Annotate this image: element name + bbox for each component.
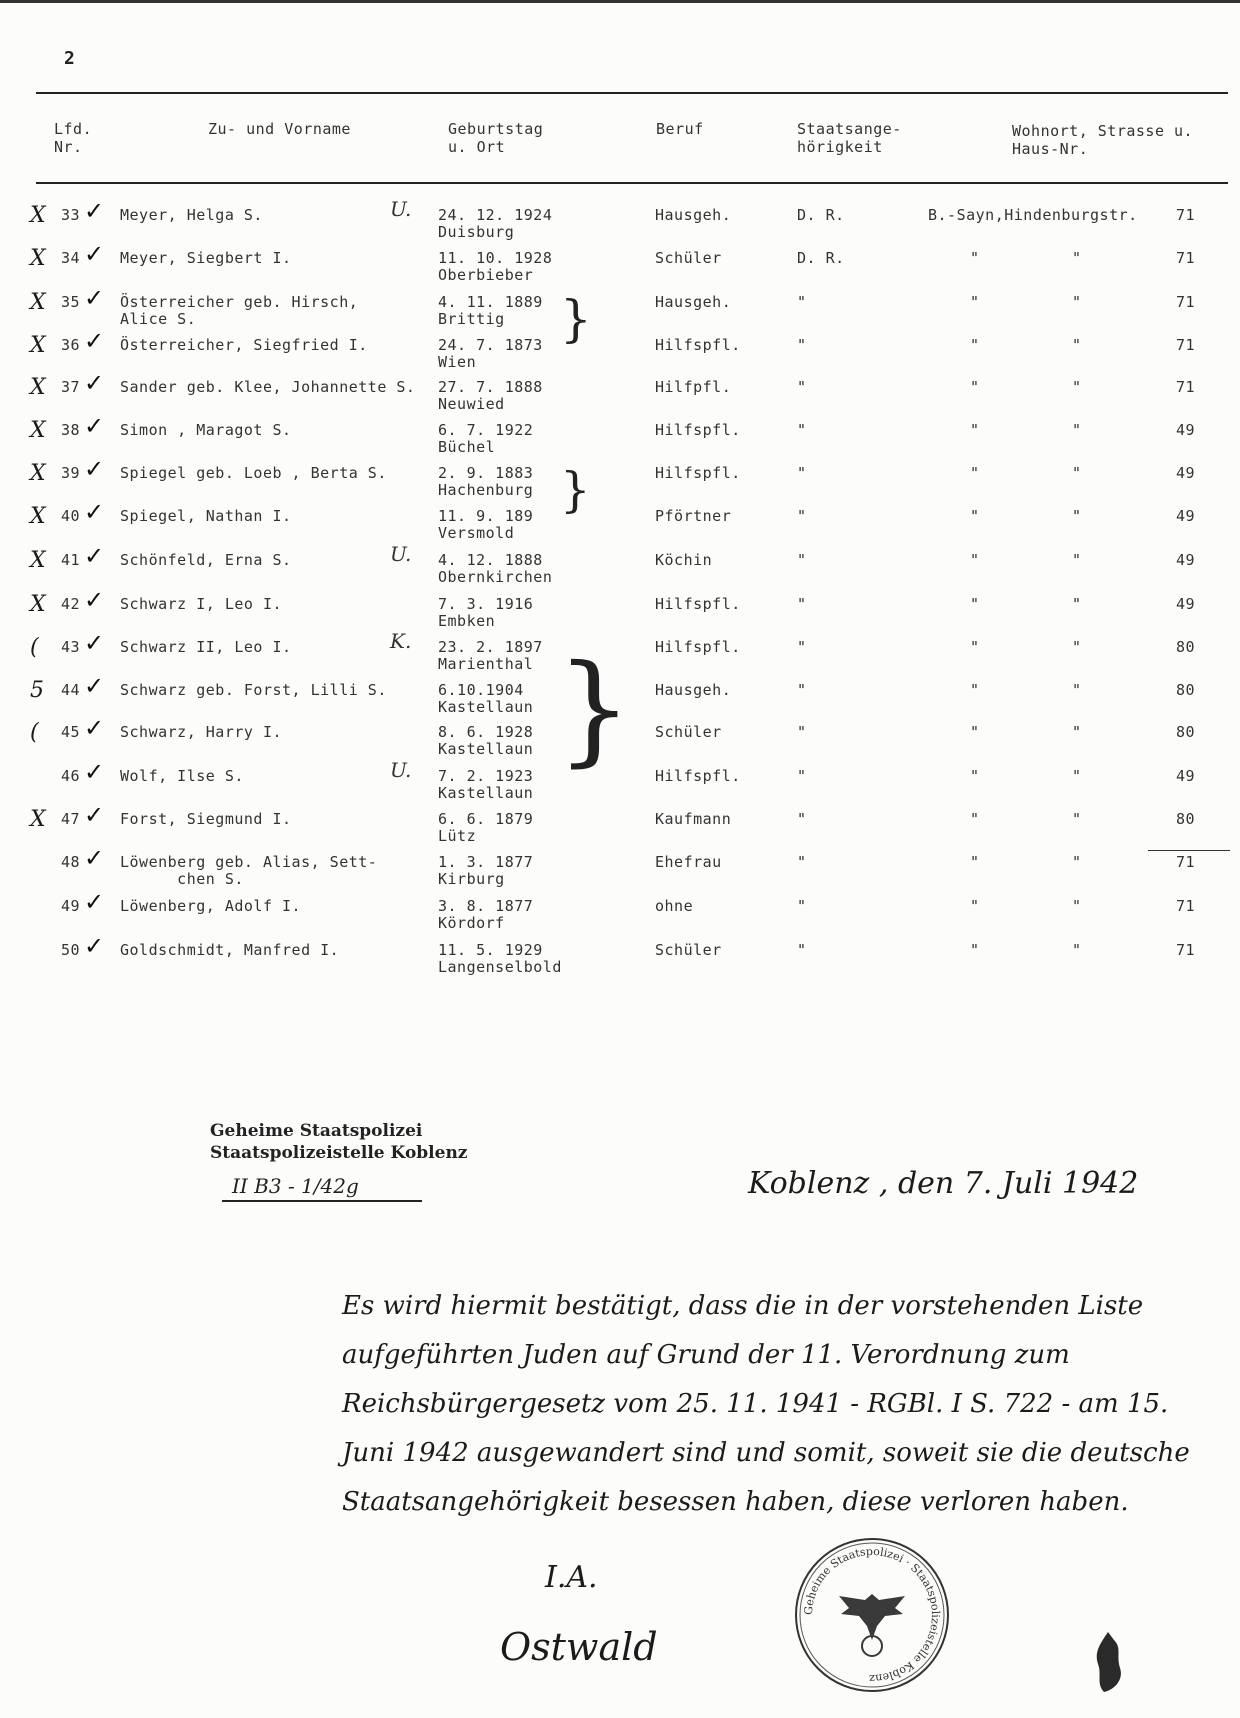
check-mark: ✓ — [84, 844, 105, 872]
check-mark: ✓ — [84, 412, 105, 440]
table-row — [0, 542, 1240, 594]
ditto-mark: " — [1072, 507, 1082, 525]
entry-number: 39 — [60, 464, 80, 482]
ditto-mark: " — [970, 767, 980, 785]
nationality: " — [797, 897, 807, 915]
entry-number: 46 — [60, 767, 80, 785]
ditto-mark: " — [1072, 551, 1082, 569]
birth-info — [438, 250, 552, 284]
birth-date: 2. 9. 1883 — [438, 464, 534, 482]
ditto-mark: " — [970, 336, 980, 354]
person-name: Schönfeld, Erna S. — [120, 551, 292, 569]
bracket-mark: } — [560, 290, 592, 348]
house-number: 71 — [1176, 941, 1196, 959]
reference-number: II B3 - 1/42g — [232, 1174, 359, 1198]
handwritten-note: U. — [390, 542, 412, 566]
birth-info — [438, 207, 552, 241]
table-row — [0, 888, 1240, 940]
birth-info — [438, 942, 562, 976]
house-number: 71 — [1176, 336, 1196, 354]
header-name: Zu- und Vorname — [208, 120, 351, 138]
occupation: Köchin — [655, 551, 713, 569]
family-bracket-mark: } — [556, 640, 633, 779]
office-stamp — [210, 1120, 467, 1164]
check-mark: ✓ — [84, 714, 105, 742]
header-residence: Wohnort, Strasse u. Haus-Nr. — [1012, 122, 1194, 158]
eagle-emblem — [839, 1594, 905, 1656]
person-name: Schwarz geb. Forst, Lilli S. — [120, 681, 387, 699]
signature-prefix: I.A. — [545, 1560, 598, 1595]
check-mark: ✓ — [84, 369, 105, 397]
stamp-line-1: Geheime Staatspolizei — [210, 1121, 423, 1141]
ditto-mark: " — [970, 723, 980, 741]
check-mark: ✓ — [84, 498, 105, 526]
handwritten-note: U. — [390, 197, 412, 221]
official-seal — [793, 1536, 951, 1694]
birth-date: 6.10.1904 — [438, 681, 524, 699]
nationality: " — [797, 681, 807, 699]
house-number: 71 — [1176, 249, 1196, 267]
entry-number: 49 — [60, 897, 80, 915]
occupation: Hausgeh. — [655, 206, 732, 224]
house-number: 80 — [1176, 638, 1196, 656]
nationality: " — [797, 507, 807, 525]
nationality: " — [797, 767, 807, 785]
birth-info — [438, 294, 543, 328]
table-row — [0, 284, 1240, 336]
birth-date: 23. 2. 1897 — [438, 638, 543, 656]
person-name: Schwarz II, Leo I. — [120, 638, 292, 656]
house-number: 80 — [1176, 723, 1196, 741]
entry-number: 43 — [60, 638, 80, 656]
check-mark: ✓ — [84, 327, 105, 355]
person-name: Sander geb. Klee, Johannette S. — [120, 378, 416, 396]
birth-date: 11. 5. 1929 — [438, 941, 543, 959]
occupation: Hilfspfl. — [655, 767, 741, 785]
table-row — [0, 801, 1240, 853]
entry-number: 50 — [60, 941, 80, 959]
pencil-underline — [1148, 850, 1230, 851]
table-row — [0, 240, 1240, 292]
strike-mark: X — [30, 418, 46, 443]
residence-town: B.-Sayn,Hindenburgstr. — [928, 206, 1138, 224]
seal-text: Geheime Staatspolizei · Staatspolizeistelle Koblenz — [801, 1544, 943, 1686]
table-row — [0, 412, 1240, 464]
entry-number: 40 — [60, 507, 80, 525]
birth-info — [438, 811, 533, 845]
house-number: 49 — [1176, 551, 1196, 569]
person-name: Spiegel, Nathan I. — [120, 507, 292, 525]
birth-date: 7. 3. 1916 — [438, 595, 534, 613]
occupation: Hilfspfl. — [655, 421, 741, 439]
nationality: " — [797, 810, 807, 828]
person-name: Löwenberg geb. Alias, Sett- chen S. — [120, 853, 378, 888]
nationality: " — [797, 723, 807, 741]
birth-date: 11. 10. 1928 — [438, 249, 553, 267]
table-row — [0, 369, 1240, 421]
house-number: 49 — [1176, 767, 1196, 785]
entry-number: 37 — [60, 378, 80, 396]
check-mark: ✓ — [84, 455, 105, 483]
birth-place: Versmold — [438, 524, 515, 542]
person-name: Simon , Maragot S. — [120, 421, 292, 439]
birth-info — [438, 682, 533, 716]
ditto-mark: " — [970, 638, 980, 656]
check-mark: ✓ — [84, 758, 105, 786]
occupation: Hausgeh. — [655, 681, 732, 699]
header-job: Beruf — [656, 120, 704, 138]
house-number: 71 — [1176, 206, 1196, 224]
nationality: " — [797, 464, 807, 482]
nationality: " — [797, 421, 807, 439]
ditto-mark: " — [1072, 638, 1082, 656]
occupation: Hilfspfl. — [655, 638, 741, 656]
occupation: Schüler — [655, 941, 722, 959]
birth-date: 11. 9. 189 — [438, 507, 534, 525]
header-top-rule — [36, 92, 1228, 94]
birth-info — [438, 379, 543, 413]
birth-place: Duisburg — [438, 223, 515, 241]
house-number: 49 — [1176, 421, 1196, 439]
ditto-mark: " — [970, 897, 980, 915]
person-name: Österreicher, Siegfried I. — [120, 336, 368, 354]
occupation: Hilfspfl. — [655, 464, 741, 482]
strike-mark: X — [30, 504, 46, 529]
table-row — [0, 844, 1240, 896]
birth-info — [438, 768, 533, 802]
ditto-mark: " — [970, 941, 980, 959]
nationality: " — [797, 378, 807, 396]
birth-place: Neuwied — [438, 395, 505, 413]
birth-place: Lütz — [438, 827, 477, 845]
ditto-mark: " — [970, 681, 980, 699]
occupation: Hilfspfl. — [655, 336, 741, 354]
birth-place: Kastellaun — [438, 698, 534, 716]
birth-place: Büchel — [438, 438, 496, 456]
strike-mark: X — [30, 290, 46, 315]
ditto-mark: " — [970, 293, 980, 311]
check-mark: ✓ — [84, 672, 105, 700]
house-number: 49 — [1176, 507, 1196, 525]
ditto-mark: " — [1072, 464, 1082, 482]
bracket-mark: } — [560, 462, 591, 518]
occupation: Hausgeh. — [655, 293, 732, 311]
birth-info — [438, 724, 533, 758]
check-mark: ✓ — [84, 197, 105, 225]
birth-date: 4. 12. 1888 — [438, 551, 543, 569]
nationality: " — [797, 293, 807, 311]
birth-place: Kastellaun — [438, 740, 534, 758]
birth-place: Langenselbold — [438, 958, 562, 976]
ditto-mark: " — [1072, 941, 1082, 959]
birth-info — [438, 854, 533, 888]
occupation: Schüler — [655, 723, 722, 741]
person-name: Meyer, Helga S. — [120, 206, 263, 224]
table-row — [0, 932, 1240, 984]
check-mark: ✓ — [84, 932, 105, 960]
birth-date: 27. 7. 1888 — [438, 378, 543, 396]
ditto-mark: " — [1072, 810, 1082, 828]
entry-number: 38 — [60, 421, 80, 439]
strike-mark: X — [30, 548, 46, 573]
strike-mark: ( — [30, 635, 39, 660]
strike-mark: 5 — [30, 678, 44, 703]
birth-place: Wien — [438, 353, 477, 371]
occupation: ohne — [655, 897, 694, 915]
entry-number: 35 — [60, 293, 80, 311]
strike-mark: X — [30, 461, 46, 486]
header-birth: Geburtstag u. Ort — [448, 120, 544, 156]
occupation: Hilfpfl. — [655, 378, 732, 396]
check-mark: ✓ — [84, 284, 105, 312]
person-name: Schwarz I, Leo I. — [120, 595, 283, 613]
person-name: Löwenberg, Adolf I. — [120, 897, 302, 915]
check-mark: ✓ — [84, 240, 105, 268]
birth-date: 1. 3. 1877 — [438, 853, 534, 871]
nationality: D. R. — [797, 249, 845, 267]
table-row — [0, 327, 1240, 379]
nationality: D. R. — [797, 206, 845, 224]
birth-place: Marienthal — [438, 655, 534, 673]
birth-info — [438, 508, 533, 542]
page-number: 2 — [64, 48, 75, 69]
house-number: 49 — [1176, 595, 1196, 613]
ditto-mark: " — [970, 551, 980, 569]
birth-place: Kastellaun — [438, 784, 534, 802]
ditto-mark: " — [1072, 249, 1082, 267]
ditto-mark: " — [970, 595, 980, 613]
birth-info — [438, 422, 533, 456]
ditto-mark: " — [1072, 897, 1082, 915]
stamp-line-2: Staatspolizeistelle Koblenz — [210, 1143, 468, 1163]
ditto-mark: " — [1072, 378, 1082, 396]
ditto-mark: " — [970, 249, 980, 267]
entry-number: 33 — [60, 206, 80, 224]
handwritten-note: K. — [390, 629, 412, 653]
birth-place: Embken — [438, 612, 496, 630]
ditto-mark: " — [970, 810, 980, 828]
person-name: Forst, Siegmund I. — [120, 810, 292, 828]
house-number: 71 — [1176, 293, 1196, 311]
ditto-mark: " — [970, 378, 980, 396]
entry-number: 47 — [60, 810, 80, 828]
birth-place: Brittig — [438, 310, 505, 328]
ditto-mark: " — [970, 507, 980, 525]
ink-smudge — [1090, 1630, 1128, 1694]
ditto-mark: " — [1072, 681, 1082, 699]
entry-number: 34 — [60, 249, 80, 267]
nationality: " — [797, 853, 807, 871]
nationality: " — [797, 551, 807, 569]
person-name: Spiegel geb. Loeb , Berta S. — [120, 464, 387, 482]
strike-mark: ( — [30, 720, 39, 745]
check-mark: ✓ — [84, 586, 105, 614]
birth-date: 24. 12. 1924 — [438, 206, 553, 224]
birth-date: 24. 7. 1873 — [438, 336, 543, 354]
birth-date: 7. 2. 1923 — [438, 767, 534, 785]
house-number: 49 — [1176, 464, 1196, 482]
signature: Ostwald — [500, 1625, 658, 1669]
entry-number: 44 — [60, 681, 80, 699]
ditto-mark: " — [1072, 853, 1082, 871]
birth-date: 4. 11. 1889 — [438, 293, 543, 311]
check-mark: ✓ — [84, 801, 105, 829]
strike-mark: X — [30, 246, 46, 271]
person-name: Wolf, Ilse S. — [120, 767, 244, 785]
ditto-mark: " — [970, 464, 980, 482]
top-edge-line — [0, 0, 1240, 3]
birth-date: 3. 8. 1877 — [438, 897, 534, 915]
strike-mark: X — [30, 375, 46, 400]
person-name: Schwarz, Harry I. — [120, 723, 283, 741]
strike-mark: X — [30, 333, 46, 358]
occupation: Ehefrau — [655, 853, 722, 871]
birth-info — [438, 337, 543, 371]
nationality: " — [797, 595, 807, 613]
house-number: 71 — [1176, 897, 1196, 915]
occupation: Pförtner — [655, 507, 732, 525]
handwritten-note: U. — [390, 758, 412, 782]
nationality: " — [797, 941, 807, 959]
birth-info — [438, 552, 552, 586]
ditto-mark: " — [1072, 595, 1082, 613]
check-mark: ✓ — [84, 888, 105, 916]
nationality: " — [797, 638, 807, 656]
header-nr: Lfd. Nr. — [54, 120, 93, 156]
birth-info — [438, 465, 533, 499]
person-name: Goldschmidt, Manfred I. — [120, 941, 340, 959]
ditto-mark: " — [1072, 767, 1082, 785]
ditto-mark: " — [1072, 336, 1082, 354]
header-nationality: Staatsange- hörigkeit — [797, 120, 902, 156]
entry-number: 42 — [60, 595, 80, 613]
entry-number: 48 — [60, 853, 80, 871]
birth-place: Kirburg — [438, 870, 505, 888]
check-mark: ✓ — [84, 629, 105, 657]
strike-mark: X — [30, 203, 46, 228]
birth-place: Hachenburg — [438, 481, 534, 499]
house-number: 71 — [1176, 378, 1196, 396]
reference-underline — [222, 1200, 422, 1202]
entry-number: 36 — [60, 336, 80, 354]
house-number: 80 — [1176, 681, 1196, 699]
table-row — [0, 498, 1240, 550]
ditto-mark: " — [1072, 723, 1082, 741]
occupation: Schüler — [655, 249, 722, 267]
birth-info — [438, 596, 533, 630]
entry-number: 41 — [60, 551, 80, 569]
birth-date: 8. 6. 1928 — [438, 723, 534, 741]
nationality: " — [797, 336, 807, 354]
certification-text: Es wird hiermit bestätigt, dass die in der vorstehenden Liste aufgeführten Juden auf Grund der 11. Verordnung zum Reichsbürgergesetz vom 25. 11. 1941 - RGBl. I S. 722 - am 15. Juni 1942 ausgewandert sind und somit, soweit sie die deutsche Staatsangehörigkeit besessen haben, diese verloren haben. — [342, 1291, 1190, 1517]
header-bottom-rule — [36, 182, 1228, 184]
ditto-mark: " — [970, 853, 980, 871]
table-row — [0, 586, 1240, 638]
table-row — [0, 197, 1240, 249]
ditto-mark: " — [1072, 293, 1082, 311]
birth-place: Obernkirchen — [438, 568, 553, 586]
occupation: Hilfspfl. — [655, 595, 741, 613]
ditto-mark: " — [1072, 421, 1082, 439]
house-number: 71 — [1176, 853, 1196, 871]
house-number: 80 — [1176, 810, 1196, 828]
birth-date: 6. 7. 1922 — [438, 421, 534, 439]
birth-place: Kördorf — [438, 914, 505, 932]
ditto-mark: " — [970, 421, 980, 439]
table-row — [0, 455, 1240, 507]
entry-number: 45 — [60, 723, 80, 741]
occupation: Kaufmann — [655, 810, 732, 828]
birth-info — [438, 639, 543, 673]
birth-info — [438, 898, 533, 932]
strike-mark: X — [30, 592, 46, 617]
strike-mark: X — [30, 807, 46, 832]
birth-date: 6. 6. 1879 — [438, 810, 534, 828]
check-mark: ✓ — [84, 542, 105, 570]
person-name: Meyer, Siegbert I. — [120, 249, 292, 267]
person-name: Österreicher geb. Hirsch, Alice S. — [120, 293, 359, 328]
place-date: Koblenz , den 7. Juli 1942 — [748, 1166, 1139, 1201]
birth-place: Oberbieber — [438, 266, 534, 284]
